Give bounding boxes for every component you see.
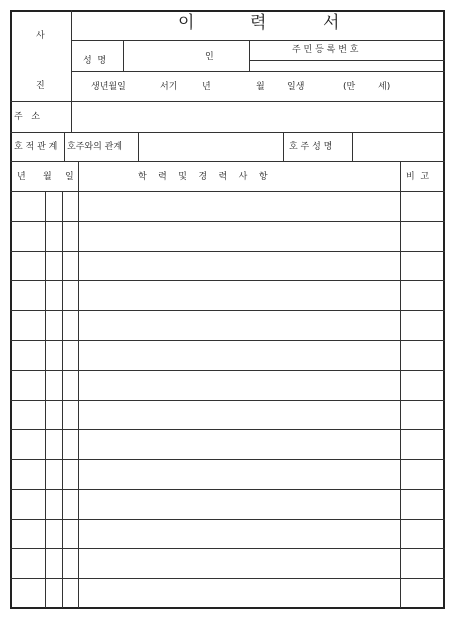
table-row-line <box>10 400 445 401</box>
age-close-label: 세) <box>378 82 391 92</box>
table-row-line <box>10 370 445 371</box>
rule-address-label-right <box>71 102 72 133</box>
address-label: 주 소 <box>14 112 40 122</box>
table-row-line <box>10 280 445 281</box>
col-content-label: 학 력 및 경 력 사 항 <box>138 172 268 182</box>
page-title-char-1: 이 <box>178 13 195 33</box>
col-month-label: 월 <box>43 172 52 182</box>
table-row-line <box>10 519 445 520</box>
table-row-line <box>10 251 445 252</box>
rule-resident-mid <box>249 60 445 61</box>
rule-name-bottom <box>71 71 445 72</box>
rule-family-bottom <box>10 161 445 162</box>
table-row-line <box>10 429 445 430</box>
table-row-line <box>10 578 445 579</box>
age-open-label: (만 <box>343 82 356 92</box>
rule-name-label-right <box>123 41 124 72</box>
seal-label: 인 <box>205 52 214 62</box>
month-label: 월 <box>256 82 265 92</box>
rule-date-right <box>78 162 79 608</box>
era-label: 서기 <box>160 82 178 92</box>
year-label: 년 <box>202 82 211 92</box>
table-row-line <box>10 459 445 460</box>
table-row-line <box>10 548 445 549</box>
family-label: 호 적 관 계 <box>14 142 58 152</box>
col-note-label: 비 고 <box>406 172 430 182</box>
name-label: 성 명 <box>83 56 107 66</box>
rule-photo-right <box>71 10 72 102</box>
page-title-char-2: 력 <box>250 13 267 33</box>
table-row-line <box>10 340 445 341</box>
rule-relation-label-right <box>138 133 139 162</box>
rule-title-bottom <box>71 40 445 41</box>
rule-photo-bottom <box>10 101 445 102</box>
photo-label-bottom: 진 <box>36 81 45 91</box>
relation-label: 호주와의 관계 <box>67 142 123 152</box>
resident-number-label: 주 민 등 록 번 호 <box>292 45 359 55</box>
page-title-char-3: 서 <box>323 13 340 33</box>
birth-label: 생년월일 <box>91 82 126 92</box>
col-year-label: 년 <box>17 172 26 182</box>
day-label: 일생 <box>287 82 305 92</box>
table-row-line <box>10 221 445 222</box>
rule-family-label-right <box>64 133 65 162</box>
rule-head-label-left <box>283 133 284 162</box>
rule-head-label-right <box>352 133 353 162</box>
rule-seal-right <box>249 41 250 72</box>
col-day-label: 일 <box>65 172 74 182</box>
photo-label-top: 사 <box>36 31 45 41</box>
rule-note-left <box>400 162 401 608</box>
table-row-line <box>10 489 445 490</box>
rule-header-bottom <box>10 191 445 192</box>
head-name-label: 호 주 성 명 <box>289 142 333 152</box>
rule-address-bottom <box>10 132 445 133</box>
table-row-line <box>10 310 445 311</box>
